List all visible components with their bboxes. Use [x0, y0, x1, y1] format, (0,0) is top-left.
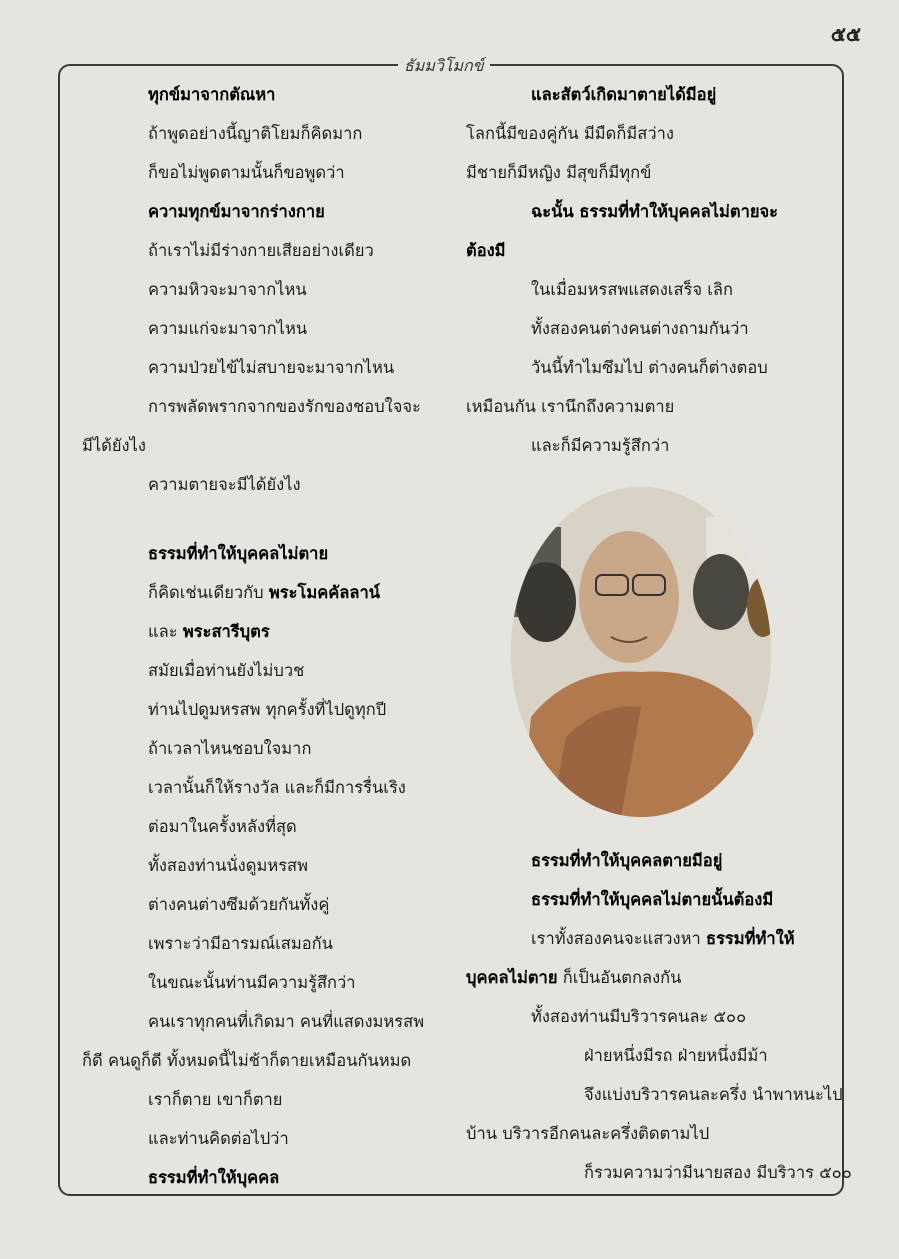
- monk-portrait-illustration: [511, 487, 771, 817]
- text-segment: เราทั้งสองคนจะแสวงหา: [531, 929, 706, 948]
- text-line: ต่อมาในครั้งหลังที่สุด: [148, 817, 297, 836]
- text-segment: และ: [148, 622, 183, 641]
- text-line: เพราะว่ามีอารมณ์เสมอกัน: [148, 934, 333, 953]
- text-segment: ก็คิดเช่นเดียวกับ: [148, 583, 269, 602]
- text-line: เวลานั้นก็ให้รางวัล และก็มีการรื่นเริง: [148, 778, 406, 797]
- text-line: [466, 967, 681, 989]
- running-header: ธัมมวิโมกข์: [398, 54, 490, 79]
- text-line: เราก็ตาย เขาก็ตาย: [148, 1090, 283, 1109]
- text-segment-bold: พระโมคคัลลาน์: [268, 583, 381, 602]
- text-line: ความแก่จะมาจากไหน: [148, 319, 308, 338]
- text-line: ทั้งสองท่านมีบริวารคนละ ๕๐๐: [531, 1007, 747, 1026]
- text-line: ฉะนั้น ธรรมที่ทำให้บุคคลไม่ตายจะ: [531, 202, 779, 221]
- text-line: และก็มีความรู้สึกว่า: [531, 436, 670, 455]
- text-line: ถ้าเวลาไหนชอบใจมาก: [148, 739, 312, 758]
- text-line: ท่านไปดูมหรสพ ทุกครั้งที่ไปดูทุกปี: [148, 700, 387, 719]
- text-line: ก็รวมความว่ามีนายสอง มีบริวาร ๕๐๐: [584, 1163, 852, 1182]
- text-line: ถ้าพูดอย่างนี้ญาติโยมก็คิดมาก: [148, 124, 363, 143]
- text-line: ธรรมที่ทำให้บุคคลไม่ตาย: [148, 544, 329, 563]
- text-line: ความทุกข์มาจากร่างกาย: [148, 202, 325, 221]
- text-line: ในขณะนั้นท่านมีความรู้สึกว่า: [148, 973, 356, 992]
- text-line: ในเมื่อมหรสพแสดงเสร็จ เลิก: [531, 280, 734, 299]
- text-line: สมัยเมื่อท่านยังไม่บวช: [148, 661, 305, 680]
- text-line: ก็ขอไม่พูดตามนั้นก็ขอพูดว่า: [148, 163, 345, 182]
- text-line: ฝ่ายหนึ่งมีรถ ฝ่ายหนึ่งมีม้า: [584, 1046, 768, 1065]
- text-segment: ก็เป็นอันตกลงกัน: [557, 968, 682, 987]
- text-line: ธรรมที่ทำให้บุคคลตายมีอยู่: [531, 851, 723, 870]
- text-line: [148, 621, 270, 643]
- text-line: โลกนี้มีของคู่กัน มีมืดก็มีสว่าง: [466, 124, 674, 143]
- text-line: การพลัดพรากจากของรักของชอบใจจะ: [148, 397, 421, 416]
- text-segment-bold: บุคคลไม่ตาย: [466, 968, 558, 987]
- text-line: และสัตว์เกิดมาตายได้มีอยู่: [531, 85, 717, 104]
- text-line: ทั้งสองคนต่างคนต่างถามกันว่า: [531, 319, 749, 338]
- text-line: ธรรมที่ทำให้บุคคลไม่ตายนั้นต้องมี: [531, 890, 774, 909]
- text-line: ต้องมี: [466, 241, 506, 260]
- text-line: บ้าน บริวารอีกคนละครึ่งติดตามไป: [466, 1124, 710, 1143]
- text-line: เหมือนกัน เรานึกถึงความตาย: [466, 397, 675, 416]
- text-line: ความป่วยไข้ไม่สบายจะมาจากไหน: [148, 358, 395, 377]
- text-line: มีได้ยังไง: [82, 436, 146, 455]
- text-line: [531, 928, 795, 950]
- text-line: และท่านคิดต่อไปว่า: [148, 1129, 289, 1148]
- text-segment-bold: พระสารีบุตร: [182, 622, 270, 641]
- text-line: ก็ดี คนดูก็ดี ทั้งหมดนี้ไม่ช้าก็ตายเหมือนกันหมด: [82, 1051, 412, 1070]
- text-line: ธรรมที่ทำให้บุคคล: [148, 1168, 280, 1187]
- text-line: มีชายก็มีหญิง มีสุขก็มีทุกข์: [466, 163, 652, 182]
- text-line: ถ้าเราไม่มีร่างกายเสียอย่างเดียว: [148, 241, 374, 260]
- text-line: จึงแบ่งบริวารคนละครึ่ง นำพาหนะไป: [584, 1085, 843, 1104]
- text-line: ความตายจะมีได้ยังไง: [148, 475, 301, 494]
- text-line: ทั้งสองท่านนั่งดูมหรสพ: [148, 856, 309, 875]
- text-line: วันนี้ทำไมซึมไป ต่างคนก็ต่างตอบ: [531, 358, 768, 377]
- text-segment-bold: ธรรมที่ทำให้: [706, 929, 795, 948]
- text-line: ต่างคนต่างซึมด้วยกันทั้งคู่: [148, 895, 330, 914]
- text-line: ความหิวจะมาจากไหน: [148, 280, 307, 299]
- monk-portrait-photo: [511, 487, 771, 817]
- text-line: คนเราทุกคนที่เกิดมา คนที่แสดงมหรสพ: [148, 1012, 425, 1031]
- text-line: [148, 582, 380, 604]
- page-number: ๕๕: [830, 22, 861, 46]
- text-line: ทุกข์มาจากตัณหา: [148, 85, 276, 104]
